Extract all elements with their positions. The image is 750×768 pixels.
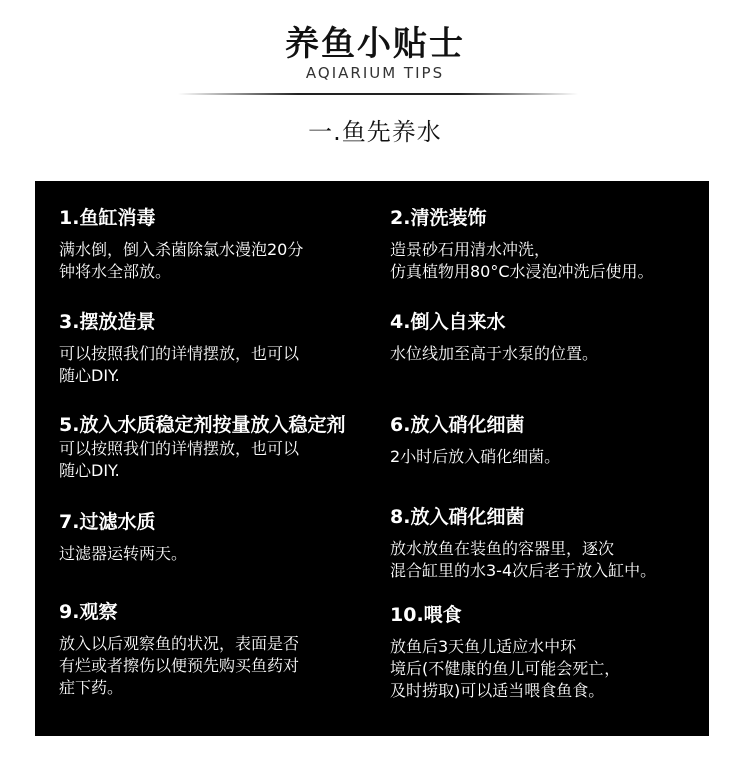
tip-item-6: [390, 414, 702, 468]
tip-body: [390, 446, 702, 468]
tip-heading: 4.倒入自来水: [390, 311, 506, 333]
tip-body-line: 造景砂石用清水冲洗，: [390, 240, 551, 259]
tips-panel: [35, 181, 709, 736]
tip-body-line: 满水倒，倒入杀菌除氯水漫泡20分: [59, 240, 304, 259]
tip-body-line: 过滤器运转两天。: [59, 544, 188, 563]
tip-heading: 8.放入硝化细菌: [390, 506, 525, 528]
tip-body: [59, 343, 359, 387]
tip-body-line: 症下药。: [59, 678, 124, 697]
page-title: 养鱼小贴士: [285, 24, 465, 64]
tip-body: [390, 343, 702, 365]
tip-body: [59, 633, 359, 699]
tip-body: [59, 438, 359, 482]
tip-body: [390, 636, 702, 702]
tip-body-line: 仿真植物用80°C水浸泡冲洗后使用。: [390, 262, 654, 281]
tip-body-line: 钟将水全部放。: [59, 262, 172, 281]
tip-heading: 6.放入硝化细菌: [390, 414, 525, 436]
tip-item-1: [59, 207, 359, 283]
tip-body-line: 混合缸里的水3-4次后老于放入缸中。: [390, 561, 657, 580]
tip-body-line: 有烂或者擦伤以便预先购买鱼药对: [59, 656, 300, 675]
tip-body-line: 随心DIY.: [59, 366, 120, 385]
tip-heading: 2.清洗装饰: [390, 207, 487, 229]
tip-item-10: [390, 604, 702, 702]
tip-heading: 7.过滤水质: [59, 511, 156, 533]
tip-heading: 9.观察: [59, 601, 118, 623]
tip-body: [59, 543, 359, 565]
tip-item-2: [390, 207, 702, 283]
tip-body-line: 放水放鱼在装鱼的容器里，逐次: [390, 539, 615, 558]
tip-item-7: [59, 511, 359, 565]
tip-body: [390, 538, 702, 582]
tip-heading: 3.摆放造景: [59, 311, 156, 333]
tip-body-line: 随心DIY.: [59, 461, 120, 480]
tip-body-line: 境后(不健康的鱼儿可能会死亡，: [390, 659, 621, 678]
tip-heading: 1.鱼缸消毒: [59, 207, 156, 229]
tip-item-8: [390, 506, 702, 582]
tip-body-line: 放入以后观察鱼的状况，表面是否: [59, 634, 300, 653]
tip-body-line: 水位线加至高于水泵的位置。: [390, 344, 599, 363]
tip-heading: 5.放入水质稳定剂按量放入稳定剂: [59, 414, 346, 436]
tip-item-9: [59, 601, 359, 699]
tip-body: [390, 239, 702, 283]
tip-body-line: 2小时后放入硝化细菌。: [390, 447, 561, 466]
page-subtitle: AQIARIUM TIPS: [305, 64, 445, 82]
title-divider: [178, 93, 578, 95]
tip-body: [59, 239, 359, 283]
tip-item-5: [59, 414, 359, 482]
tip-body-line: 可以按照我们的详情摆放，也可以: [59, 344, 300, 363]
section-heading: 一.鱼先养水: [308, 118, 442, 146]
tip-body-line: 放鱼后3天鱼儿适应水中环: [390, 637, 577, 656]
tip-heading: 10.喂食: [390, 604, 462, 626]
tip-body-line: 可以按照我们的详情摆放，也可以: [59, 439, 300, 458]
tip-body-line: 及时捞取)可以适当喂食鱼食。: [390, 681, 605, 700]
tip-item-4: [390, 311, 702, 365]
tip-item-3: [59, 311, 359, 387]
